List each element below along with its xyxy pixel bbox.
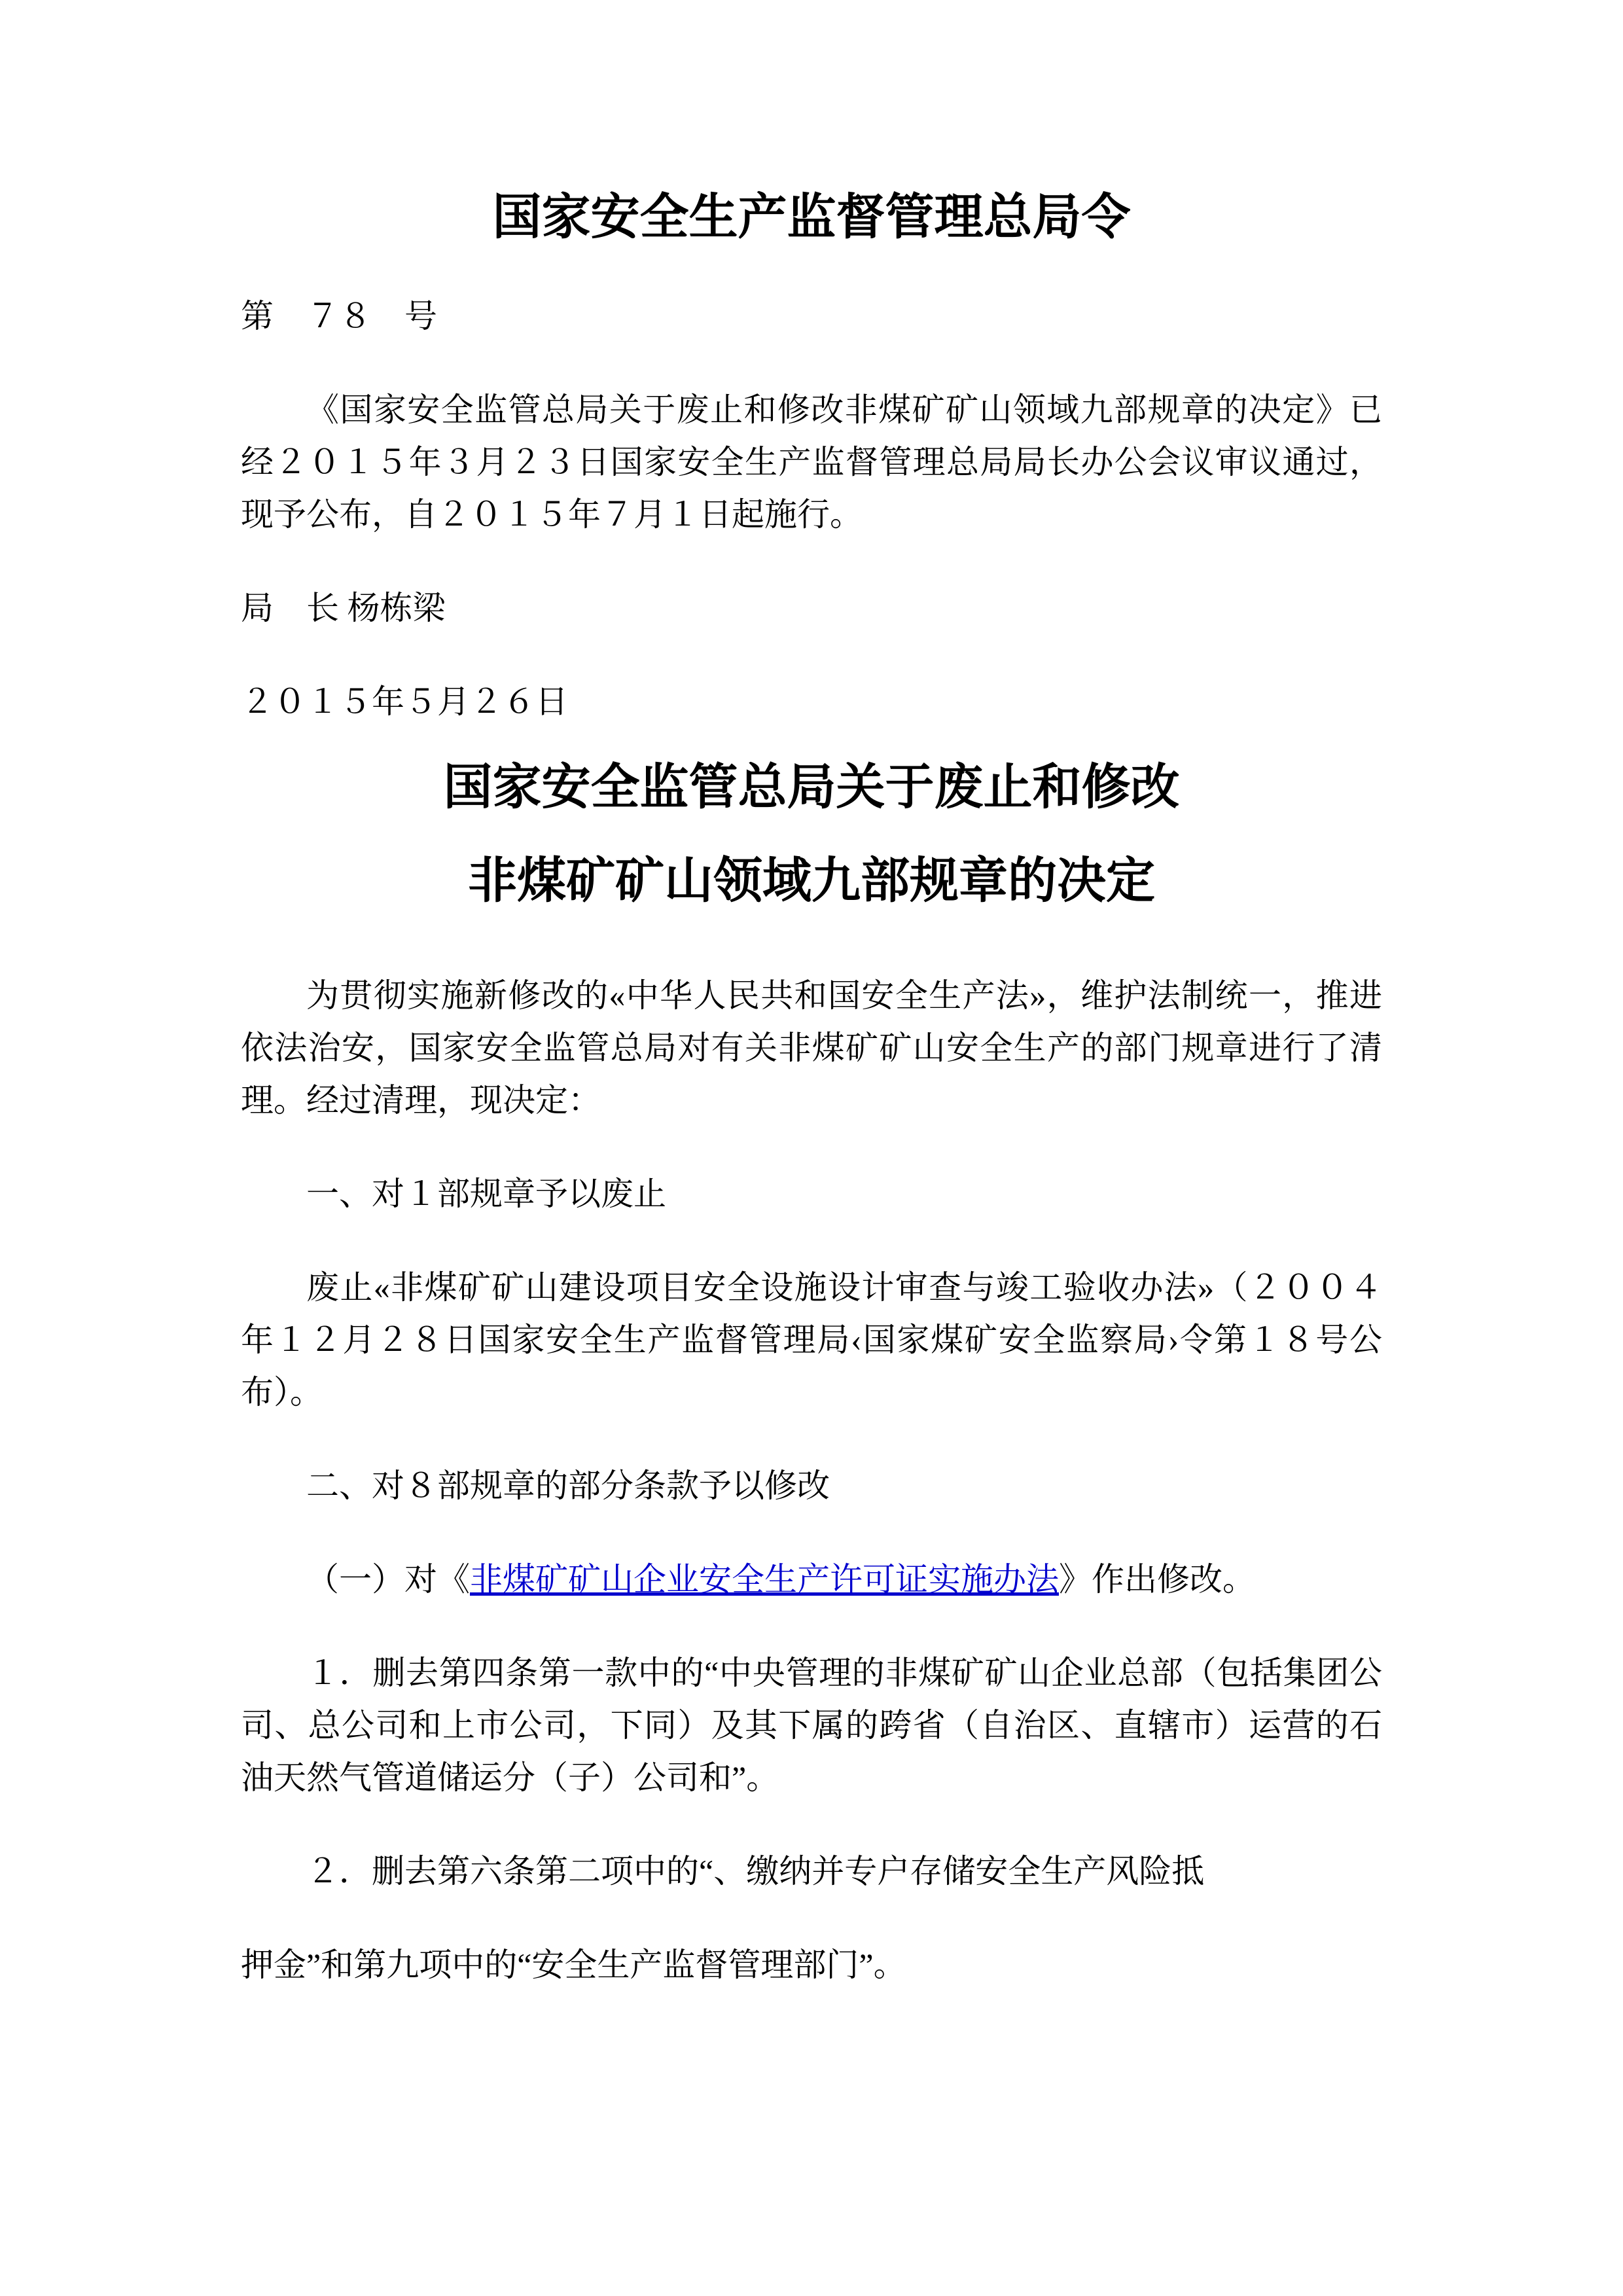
section-1-heading: 一、对１部规章予以废止: [306, 1175, 666, 1212]
signature-date: ２０１５年５月２６日: [241, 683, 568, 720]
item-1-suffix: 》作出修改。: [1059, 1561, 1255, 1598]
section-1-paragraph: 废止«非煤矿矿山建设项目安全设施设计审查与竣工验收办法»（２００４年１２月２８日国家安全生产监督管理局‹国家煤矿安全监察局›令第１８号公布）。: [241, 1269, 1382, 1410]
document-title: 国家安全生产监督管理总局令: [492, 190, 1131, 245]
decision-title-line1: 国家安全监管总局关于废止和修改: [443, 761, 1180, 815]
regulation-hyperlink[interactable]: 非煤矿矿山企业安全生产许可证实施办法: [470, 1561, 1059, 1598]
change-1-paragraph: １．删去第四条第一款中的“中央管理的非煤矿矿山企业总部（包括集团公司、总公司和上市公司，下同）及其下属的跨省（自治区、直辖市）运营的石油天然气管道储运分（子）公司和”。: [241, 1655, 1382, 1796]
signature-role-name: 局 长 杨栋梁: [241, 590, 446, 626]
change-2-line-1: ２．删去第六条第二项中的“、缴纳并专户存储安全生产风险抵: [306, 1853, 1205, 1890]
item-1-paragraph: [241, 1553, 1382, 1605]
item-1-prefix: （一）对《: [306, 1561, 470, 1598]
change-2-line-2: 押金”和第九项中的“安全生产监督管理部门”。: [241, 1946, 906, 1983]
decision-title-line2: 非煤矿矿山领域九部规章的决定: [467, 854, 1155, 908]
decision-title: [241, 741, 1382, 928]
section-2-heading: 二、对８部规章的部分条款予以修改: [306, 1467, 830, 1504]
preamble-paragraph: 为贯彻实施新修改的«中华人民共和国安全生产法»，维护法制统一，推进依法治安，国家安全监管总局对有关非煤矿矿山安全生产的部门规章进行了清理。经过清理，现决定：: [241, 977, 1382, 1119]
intro-paragraph: 《国家安全监管总局关于废止和修改非煤矿矿山领域九部规章的决定》已经２０１５年３月２３日国家安全生产监督管理总局局长办公会议审议通过，现予公布，自２０１５年７月１日起施行。: [241, 391, 1382, 533]
order-number: 第 ７８ 号: [241, 298, 437, 334]
